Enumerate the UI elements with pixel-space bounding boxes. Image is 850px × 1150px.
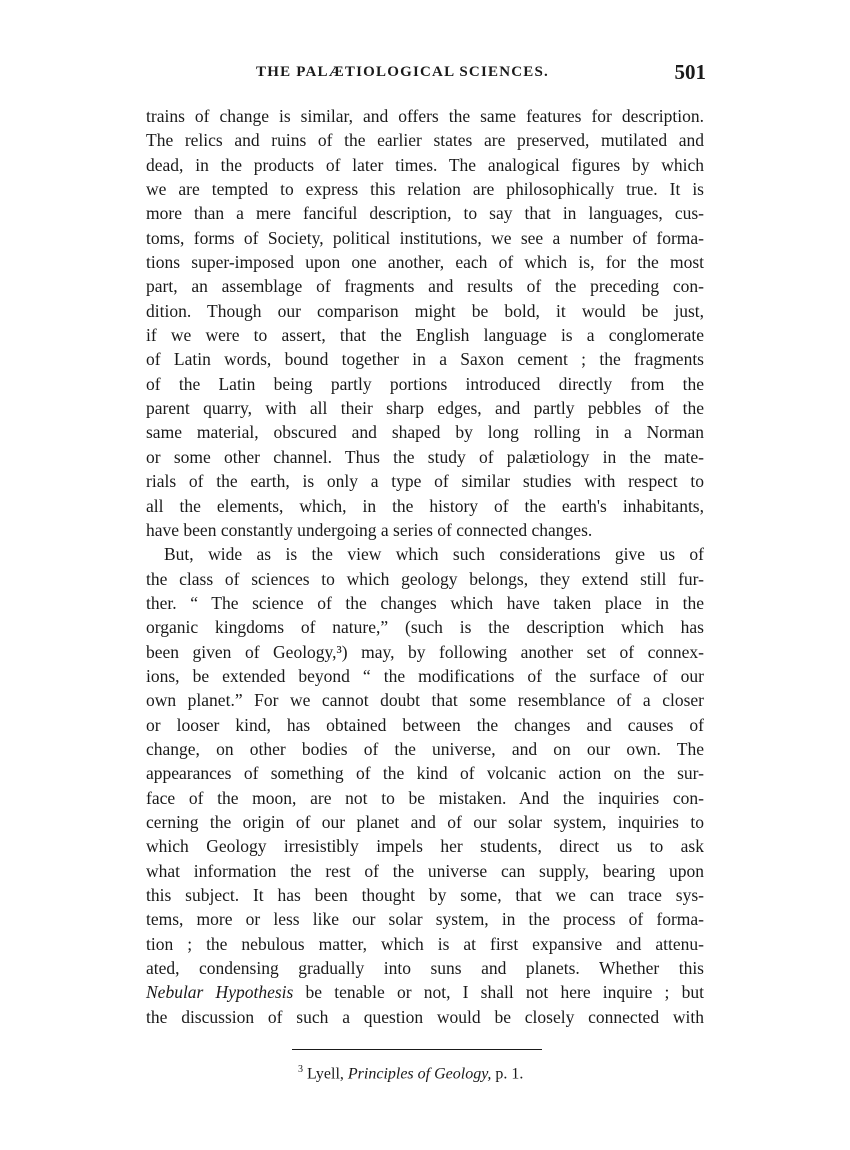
page-number: 501 <box>674 60 706 84</box>
text-line: rials of the earth, is only a type of similar studies with respect to <box>146 471 704 492</box>
text-line: organic kingdoms of nature,” (such is the description which has <box>146 617 704 638</box>
text-line: of Latin words, bound together in a Saxon cement ; the fragments <box>146 349 704 370</box>
text-line: if we were to assert, that the English language is a conglomerate <box>146 325 704 346</box>
text-line: face of the moon, are not to be mistaken. And the inquiries con- <box>146 787 704 808</box>
text-line: tems, more or less like our solar system, in the process of forma- <box>146 909 704 930</box>
text-line: same material, obscured and shaped by long rolling in a Norman <box>146 422 704 443</box>
footnote-title: Principles of Geology, <box>347 1065 492 1083</box>
text-line: what information the rest of the universe can supply, bearing upon <box>146 860 704 881</box>
text-line: which Geology irresistibly impels her students, direct us to ask <box>146 836 704 857</box>
footnote <box>298 1064 523 1083</box>
text-line: the class of sciences to which geology belongs, they extend still fur- <box>146 568 704 589</box>
text-line: change, on other bodies of the universe, and on our own. The <box>146 738 704 759</box>
text-line: cerning the origin of our planet and of our solar system, inquiries to <box>146 811 704 832</box>
text-line: appearances of something of the kind of volcanic action on the sur- <box>146 763 704 784</box>
text-line: own planet.” For we cannot doubt that some resemblance of a closer <box>146 690 704 711</box>
text-line-italic <box>146 980 704 1004</box>
text-line: part, an assemblage of fragments and results of the preceding con- <box>146 276 704 297</box>
text-line: ions, be extended beyond “ the modifications of the surface of our <box>146 665 704 686</box>
body-text <box>146 104 704 1029</box>
text-line: or some other channel. Thus the study of palætiology in the mate- <box>146 446 704 467</box>
line-rest: be tenable or not, I shall not here inquire ; but <box>293 982 704 1003</box>
text-line: ther. “ The science of the changes which have taken place in the <box>146 592 704 613</box>
text-line: ated, condensing gradually into suns and planets. Whether this <box>146 958 704 979</box>
text-line: been given of Geology,³) may, by following another set of connex- <box>146 641 704 662</box>
text-line: this subject. It has been thought by some, that we can trace sys- <box>146 885 704 905</box>
italic-phrase: Nebular Hypothesis <box>146 982 294 1003</box>
footnote-page: p. 1. <box>491 1065 524 1083</box>
text-line: tion ; the nebulous matter, which is at first expansive and attenu- <box>146 933 704 954</box>
paragraph-2 <box>146 542 704 1029</box>
page-header <box>146 62 706 92</box>
text-line: the discussion of such a question would be closely connected with <box>146 1006 704 1027</box>
text-line: dead, in the products of later times. The analogical figures by which <box>146 154 704 175</box>
text-line: have been constantly undergoing a series of connected changes. <box>146 519 593 540</box>
text-line: of the Latin being partly portions introduced directly from the <box>146 373 704 394</box>
text-line: The relics and ruins of the earlier states are preserved, mutilated and <box>146 130 704 151</box>
text-line: more than a mere fanciful description, to say that in languages, cus- <box>146 203 704 224</box>
text-line: dition. Though our comparison might be bold, it would be just, <box>146 300 704 321</box>
text-line: or looser kind, has obtained between the changes and causes of <box>146 714 704 735</box>
footnote-author: Lyell, <box>303 1065 348 1083</box>
text-line: tions super-imposed upon one another, each of which is, for the most <box>146 252 704 273</box>
text-line: trains of change is similar, and offers the same features for description. <box>146 106 704 126</box>
footnote-marker: 3 <box>298 1064 303 1075</box>
running-head: THE PALÆTIOLOGICAL SCIENCES. <box>256 64 549 80</box>
text-line: toms, forms of Society, political institutions, we see a number of forma- <box>146 227 704 248</box>
paragraph-1 <box>146 104 704 542</box>
text-line: parent quarry, with all their sharp edges, and partly pebbles of the <box>146 398 704 419</box>
text-line: we are tempted to express this relation are philosophically true. It is <box>146 179 704 200</box>
footnote-rule <box>292 1049 542 1050</box>
text-line: all the elements, which, in the history of the earth's inhabitants, <box>146 495 704 516</box>
text-line: But, wide as is the view which such considerations give us of <box>164 544 704 565</box>
